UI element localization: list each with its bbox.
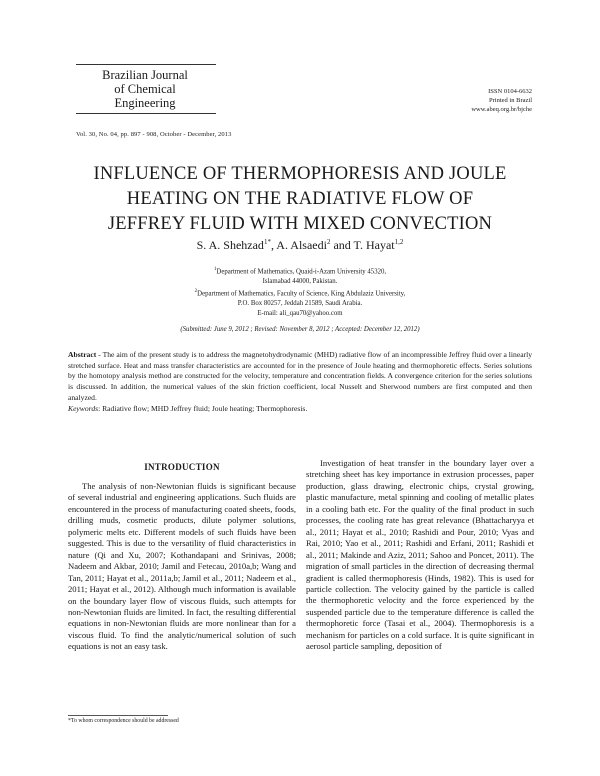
affil-2-line1: Department of Mathematics, Faculty of Science, King Abdulaziz University,: [197, 290, 406, 298]
affil-1-line2: Islamabad 44000, Pakistan.: [262, 278, 338, 286]
journal-name: [90, 68, 200, 110]
abstract: [68, 350, 532, 414]
intro-paragraph-1: The analysis of non-Newtonian fluids is significant because of several industrial and engineering applications. Such fluids are encountered in the process of manufacturing coated sheets, foods, drilling muds, cosmetic products, dilute polymer solutions, polymeric melts etc. Different models of such fluids have been suggested. This is due to the versatility of fluid characteristics in nature (Qi and Xu, 2007; Kothandapani and Srinivas, 2008; Nadeem and Akbar, 2010; Jamil and Fetecau, 2010a,b; Wang and Tan, 2011; Hayat et al., 2011a,b; Jamil et al., 2011; Nadeem et al., 2011; Hayat et al., 2012). Although much information is available on the boundary layer flow of viscous fluids, such attempts for non-Newtonian fluids are limited. In fact, the resulting differential equations in non-Newtonian fluids are more nonlinear than for a viscous fluid. To find the analytic/numerical solution of such equations is not an easy task.: [68, 481, 296, 652]
issn-number: ISSN 0104-6632: [488, 88, 532, 95]
affil-2-line2: P.O. Box 80257, Jeddah 21589, Saudi Arabia.: [237, 299, 363, 307]
affiliations: [150, 265, 450, 319]
paper-title: [60, 162, 540, 237]
author-1: S. A. Shehzad: [196, 238, 264, 252]
correspondence-footnote: *To whom correspondence should be addressed: [68, 718, 179, 724]
body-column-right: [306, 458, 534, 653]
author-2: , A. Alsaedi: [270, 238, 327, 252]
footnote-rule: [68, 715, 168, 716]
submission-dates: (Submitted: June 9, 2012 ; Revised: November 8, 2012 ; Accepted: December 12, 2012): [180, 326, 420, 333]
author-1-affil: 1*: [263, 238, 271, 246]
journal-rule-top: [76, 64, 216, 65]
keywords-label: Keywords: [68, 403, 99, 413]
author-list: [60, 238, 540, 253]
body-column-left: [68, 481, 296, 653]
journal-name-line2: of Chemical: [114, 82, 176, 96]
journal-rule-bottom: [76, 113, 216, 114]
affil-1-marker: 1: [213, 267, 217, 272]
issn-block: [471, 87, 532, 114]
abstract-label: Abstract: [68, 350, 97, 359]
title-line2: HEATING ON THE RADIATIVE FLOW OF: [126, 189, 474, 209]
title-line3: JEFFREY FLUID WITH MIXED CONVECTION: [107, 214, 493, 234]
section-heading-introduction: INTRODUCTION: [144, 462, 220, 472]
intro-paragraph-2: Investigation of heat transfer in the boundary layer over a stretching sheet has key importance in extrusion processes, paper production, glass drawing, electronic chips, crystal growing, plastic manufacture, metal spinning and cooling of metallic plates in a cooling bath etc. For the quality of the final product in such processes, the cooling rate has great relevance (Bhattacharyya et al., 2011; Hayat et al., 2010; Rashidi and Pour, 2010; Vyas and Rai, 2010; Yao et al., 2011; Rashidi and Erfani, 2011; Rashidi et al., 2011; Makinde and Aziz, 2011; Sahoo and Poncet, 2011). The migration of small particles in the direction of decreasing thermal gradient is called thermophoresis (Hinds, 1982). This is used for particle collection. The velocity gained by the particle is called the thermophoretic velocity and the force experienced by the suspended particle due to the temperature difference is called the thermophoretic force (Tasai et al., 2004). Thermophoresis is a mechanism for particles on a cold surface. It is quite significant in aerosol particle sampling, deposition of: [306, 458, 534, 652]
author-3: and T. Hayat: [330, 238, 395, 252]
journal-name-line3: Engineering: [114, 96, 176, 110]
abstract-text: - The aim of the present study is to address the magnetohydrodynamic (MHD) radiative flow of an incompressible Jeffrey fluid over a linearly stretched surface. Heat and mass transfer characteristics are accounted for in the presence of Joule heating and thermophoretic effects. Series solutions by the homotopy analysis method are constructed for the velocity, temperature and concentration fields. A convergence criterion for the series solutions is discussed. In addition, the numerical values of the skin friction coefficient, local Nusselt and Sherwood numbers are first computed and then analyzed.: [68, 350, 532, 402]
volume-line: Vol. 30, No. 04, pp. 897 - 908, October - December, 2013: [76, 131, 232, 138]
title-line1: INFLUENCE OF THERMOPHORESIS AND JOULE: [93, 164, 507, 184]
author-2-affil: 2: [326, 238, 331, 246]
keywords-text: : Radiative flow; MHD Jeffrey fluid; Joule heating; Thermophoresis.: [98, 403, 308, 413]
printed-in: Printed in Brazil: [489, 97, 532, 104]
affil-2-marker: 2: [194, 288, 198, 294]
journal-name-line1: Brazilian Journal: [102, 68, 188, 82]
journal-url: www.abeq.org.br/bjche: [471, 106, 532, 113]
author-3-affil: 1,2: [394, 238, 404, 246]
contact-email: E-mail: ali_qau70@yahoo.com: [257, 309, 343, 317]
affil-1-line1: Department of Mathematics, Quaid-i-Azam University 45320,: [216, 268, 387, 276]
